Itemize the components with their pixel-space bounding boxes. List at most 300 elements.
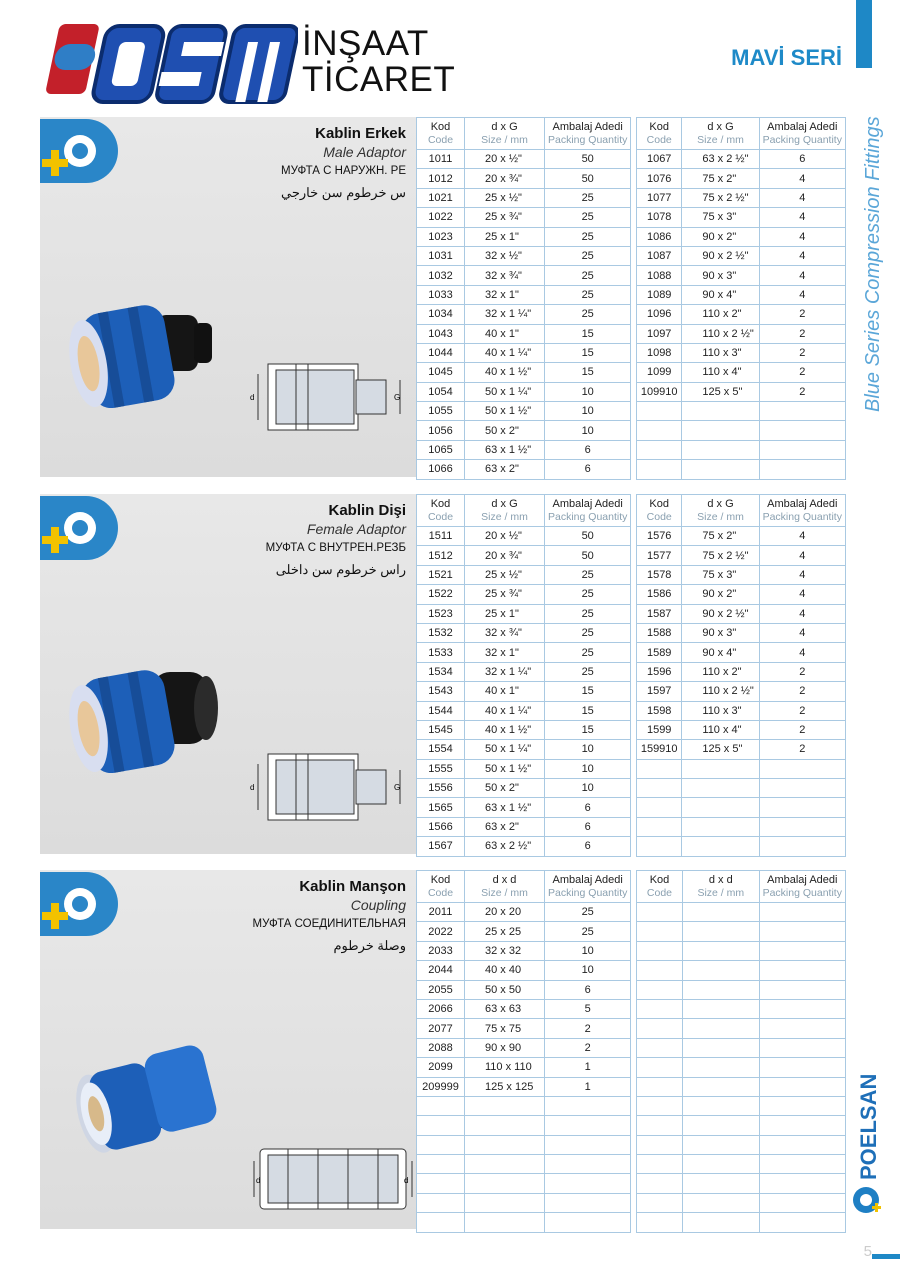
spec-table-left [416, 117, 631, 480]
cell-size: 90 x 2" [682, 227, 759, 246]
table-row [417, 980, 631, 999]
cell-size: 110 x 2 ½" [682, 682, 759, 701]
table-row [417, 623, 631, 642]
cell-code [417, 1135, 465, 1154]
cell-size [682, 1058, 759, 1077]
table-row [637, 798, 846, 817]
cell-size [682, 1155, 759, 1174]
cell-size [465, 1193, 545, 1212]
cell-code: 1597 [637, 682, 682, 701]
cell-packing: 4 [759, 188, 845, 207]
cell-code: 2044 [417, 961, 465, 980]
table-row [417, 188, 631, 207]
table-row [417, 1135, 631, 1154]
technical-drawing [248, 742, 418, 832]
cell-code: 1554 [417, 740, 465, 759]
cell-code: 1034 [417, 305, 465, 324]
cell-size: 110 x 2" [682, 662, 759, 681]
table-row [417, 1213, 631, 1232]
technical-drawing [248, 352, 418, 442]
cell-packing: 25 [545, 662, 631, 681]
p-badge-icon [40, 496, 118, 574]
cell-code [637, 1019, 683, 1038]
cell-code [637, 1155, 683, 1174]
table-row [637, 643, 846, 662]
cell-size: 40 x 40 [465, 961, 545, 980]
cell-code [637, 922, 683, 941]
cell-code: 1512 [417, 546, 465, 565]
cell-packing: 4 [759, 643, 845, 662]
col-header-code: Kod Code [417, 495, 465, 527]
table-row [637, 1096, 846, 1115]
cell-packing: 2 [759, 382, 845, 401]
cell-packing: 2 [545, 1019, 631, 1038]
cell-code: 2022 [417, 922, 465, 941]
cell-size: 110 x 3" [682, 701, 759, 720]
cell-size: 63 x 2 ½" [465, 837, 545, 856]
cell-size: 75 x 3" [682, 208, 759, 227]
cell-size [682, 903, 759, 922]
cell-size: 25 x 1" [465, 604, 545, 623]
cell-size [465, 1155, 545, 1174]
col-header-packing: Ambalaj Adedi Packing Quantity [545, 495, 631, 527]
cell-packing [759, 1193, 845, 1212]
cell-size [682, 1135, 759, 1154]
spec-table-right [636, 870, 846, 1233]
cell-packing: 25 [545, 922, 631, 941]
product-panel [40, 117, 416, 477]
table-row [637, 903, 846, 922]
cell-packing: 25 [545, 285, 631, 304]
cell-code: 1521 [417, 565, 465, 584]
logo-text: OSM [158, 74, 162, 75]
cell-size: 25 x 25 [465, 922, 545, 941]
cell-code [637, 980, 683, 999]
cell-packing [759, 941, 845, 960]
cell-packing: 2 [759, 682, 845, 701]
table-row [637, 1213, 846, 1232]
cell-packing: 10 [545, 779, 631, 798]
series-title: MAVİ SERİ [731, 45, 842, 70]
cell-packing: 4 [759, 546, 845, 565]
cell-code: 1532 [417, 623, 465, 642]
cell-size [682, 922, 759, 941]
cell-packing [545, 1174, 631, 1193]
cell-code: 1099 [637, 363, 682, 382]
cell-packing [545, 1155, 631, 1174]
cell-code: 1566 [417, 817, 465, 836]
table-row [417, 402, 631, 421]
table-row [417, 169, 631, 188]
cell-size: 63 x 2" [465, 817, 545, 836]
cell-size: 63 x 63 [465, 999, 545, 1018]
cell-size: 40 x 1" [465, 324, 545, 343]
table-row [637, 720, 846, 739]
table-row [637, 1116, 846, 1135]
cell-packing [759, 1019, 845, 1038]
cell-code: 1065 [417, 440, 465, 459]
cell-packing: 2 [759, 324, 845, 343]
product-name-tr: Kablin Erkek [315, 125, 406, 142]
cell-size: 32 x 1 ¼" [465, 662, 545, 681]
cell-packing: 50 [545, 150, 631, 169]
cell-code [417, 1174, 465, 1193]
cell-code [637, 1058, 683, 1077]
cell-packing [759, 961, 845, 980]
table-row [417, 546, 631, 565]
table-row [637, 402, 846, 421]
cell-code [637, 440, 682, 459]
table-row [637, 460, 846, 479]
cell-packing: 4 [759, 285, 845, 304]
table-row [637, 266, 846, 285]
col-header-packing: Ambalaj Adedi Packing Quantity [759, 495, 845, 527]
col-header-code: Kod Code [417, 871, 465, 903]
svg-text:d: d [250, 783, 255, 792]
table-row [637, 779, 846, 798]
table-row [417, 285, 631, 304]
cell-size: 90 x 2" [682, 585, 759, 604]
cell-code [417, 1193, 465, 1212]
cell-size [465, 1174, 545, 1193]
brand-name [302, 26, 455, 98]
cell-size: 110 x 3" [682, 343, 759, 362]
product-name-ar: راس خرطوم سن داخلى [275, 562, 406, 577]
product-panel [40, 870, 416, 1229]
cell-size: 50 x 1 ½" [465, 402, 545, 421]
table-row [417, 740, 631, 759]
table-row [637, 246, 846, 265]
cell-code [637, 779, 682, 798]
svg-text:d: d [256, 1176, 261, 1185]
cell-size [465, 1213, 545, 1232]
table-header-row [637, 871, 846, 903]
cell-size: 125 x 5" [682, 740, 759, 759]
svg-text:G: G [394, 393, 401, 402]
table-row [417, 837, 631, 856]
cell-packing [759, 421, 845, 440]
table-row [417, 460, 631, 479]
cell-code: 1022 [417, 208, 465, 227]
cell-size: 90 x 90 [465, 1038, 545, 1057]
table-row [417, 701, 631, 720]
cell-code [637, 1174, 683, 1193]
cell-size: 32 x ¾" [465, 623, 545, 642]
table-row [637, 922, 846, 941]
cell-packing: 2 [759, 343, 845, 362]
cell-code: 1544 [417, 701, 465, 720]
table-header-row [417, 118, 631, 150]
cell-packing [759, 460, 845, 479]
table-row [637, 1038, 846, 1057]
table-row [637, 150, 846, 169]
svg-text:G: G [394, 783, 401, 792]
cell-code [637, 1193, 683, 1212]
cell-size [682, 1038, 759, 1057]
table-row [417, 227, 631, 246]
cell-size: 110 x 4" [682, 720, 759, 739]
table-row [637, 585, 846, 604]
cell-packing: 6 [545, 817, 631, 836]
cell-size: 40 x 1 ¼" [465, 343, 545, 362]
table-row [637, 421, 846, 440]
table-row [637, 740, 846, 759]
cell-packing [759, 798, 845, 817]
cell-size: 90 x 3" [682, 623, 759, 642]
cell-size: 25 x ¾" [465, 585, 545, 604]
cell-size: 20 x ¾" [465, 546, 545, 565]
cell-packing [545, 1193, 631, 1212]
cell-packing [759, 1058, 845, 1077]
col-header-code: Kod Code [417, 118, 465, 150]
cell-size [682, 1019, 759, 1038]
cell-size: 25 x ½" [465, 188, 545, 207]
table-row [637, 440, 846, 459]
cell-code: 1589 [637, 643, 682, 662]
cell-size: 63 x 2" [465, 460, 545, 479]
table-row [417, 565, 631, 584]
cell-code [637, 837, 682, 856]
cell-packing: 10 [545, 382, 631, 401]
table-row [637, 1077, 846, 1096]
table-row [417, 1096, 631, 1115]
product-section-female [40, 494, 846, 854]
product-photo [56, 1020, 246, 1170]
table-row [417, 961, 631, 980]
cell-packing [545, 1213, 631, 1232]
cell-size: 63 x 1 ½" [465, 440, 545, 459]
cell-packing: 2 [759, 740, 845, 759]
cell-code: 1098 [637, 343, 682, 362]
cell-code: 1587 [637, 604, 682, 623]
cell-size [682, 1213, 759, 1232]
table-row [417, 604, 631, 623]
cell-size: 63 x 2 ½" [682, 150, 759, 169]
cell-packing: 4 [759, 623, 845, 642]
table-row [417, 759, 631, 778]
table-row [417, 305, 631, 324]
cell-code: 1596 [637, 662, 682, 681]
cell-packing [759, 980, 845, 999]
cell-size: 50 x 2" [465, 421, 545, 440]
table-row [417, 343, 631, 362]
cell-size: 40 x 1" [465, 682, 545, 701]
cell-size: 90 x 3" [682, 266, 759, 285]
cell-packing: 1 [545, 1077, 631, 1096]
cell-size [682, 941, 759, 960]
table-row [417, 1058, 631, 1077]
table-row [637, 285, 846, 304]
table-row [637, 701, 846, 720]
cell-code: 1523 [417, 604, 465, 623]
cell-size [682, 980, 759, 999]
cell-packing: 6 [545, 440, 631, 459]
table-row [637, 980, 846, 999]
svg-text:d: d [250, 393, 255, 402]
table-row [417, 1155, 631, 1174]
cell-packing [759, 922, 845, 941]
table-row [637, 546, 846, 565]
brand-line-2: TİCARET [302, 60, 456, 99]
cell-packing: 6 [545, 798, 631, 817]
product-name-ru: МУФТА С ВНУТРЕН.РЕЗБ [265, 542, 406, 554]
table-row [637, 1019, 846, 1038]
cell-size: 20 x ½" [465, 527, 545, 546]
table-row [417, 585, 631, 604]
table-row [417, 1193, 631, 1212]
cell-code [637, 1213, 683, 1232]
cell-code [637, 402, 682, 421]
cell-size: 125 x 125 [465, 1077, 545, 1096]
table-row [637, 363, 846, 382]
cell-packing: 10 [545, 421, 631, 440]
table-row [637, 382, 846, 401]
table-row [637, 227, 846, 246]
table-row [417, 662, 631, 681]
cell-packing [759, 903, 845, 922]
cell-packing: 25 [545, 623, 631, 642]
cell-size [682, 798, 759, 817]
table-row [417, 324, 631, 343]
cell-size: 90 x 2 ½" [682, 246, 759, 265]
cell-size: 25 x ¾" [465, 208, 545, 227]
cell-packing: 25 [545, 903, 631, 922]
table-header-row [417, 871, 631, 903]
cell-code: 1033 [417, 285, 465, 304]
cell-code [417, 1213, 465, 1232]
table-row [417, 1174, 631, 1193]
table-row [417, 903, 631, 922]
cell-code: 2055 [417, 980, 465, 999]
cell-code: 1534 [417, 662, 465, 681]
cell-packing: 15 [545, 324, 631, 343]
cell-code [637, 759, 682, 778]
table-row [637, 1135, 846, 1154]
cell-packing: 2 [759, 305, 845, 324]
cell-packing: 25 [545, 227, 631, 246]
cell-code: 209999 [417, 1077, 465, 1096]
cell-size: 32 x ½" [465, 246, 545, 265]
table-row [417, 643, 631, 662]
cell-code: 1043 [417, 324, 465, 343]
table-row [417, 246, 631, 265]
table-header-row [637, 495, 846, 527]
cell-packing: 4 [759, 585, 845, 604]
cell-packing: 25 [545, 305, 631, 324]
cell-size: 110 x 2 ½" [682, 324, 759, 343]
cell-size: 40 x 1 ½" [465, 363, 545, 382]
cell-code: 1067 [637, 150, 682, 169]
cell-code: 1078 [637, 208, 682, 227]
table-row [637, 837, 846, 856]
table-header-row [417, 495, 631, 527]
cell-size: 110 x 4" [682, 363, 759, 382]
cell-packing: 1 [545, 1058, 631, 1077]
table-row [417, 941, 631, 960]
cell-code: 109910 [637, 382, 682, 401]
cell-code [637, 421, 682, 440]
table-row [637, 324, 846, 343]
col-header-size: d x G Size / mm [682, 118, 759, 150]
cell-code [637, 1096, 683, 1115]
cell-code [637, 961, 683, 980]
cell-code [417, 1116, 465, 1135]
cell-packing: 4 [759, 266, 845, 285]
product-name-en: Female Adaptor [306, 521, 406, 537]
cell-size: 50 x 1 ¼" [465, 382, 545, 401]
spec-table-right [636, 494, 846, 857]
cell-code [637, 903, 683, 922]
cell-packing: 15 [545, 363, 631, 382]
cell-code: 1533 [417, 643, 465, 662]
cell-packing [759, 817, 845, 836]
cell-code: 1044 [417, 343, 465, 362]
table-row [637, 604, 846, 623]
spec-table-left [416, 494, 631, 857]
product-photo [56, 642, 246, 792]
osm-logo [40, 14, 298, 106]
cell-size: 75 x 2 ½" [682, 546, 759, 565]
table-row [637, 1155, 846, 1174]
cell-code: 1576 [637, 527, 682, 546]
cell-code [637, 1135, 683, 1154]
cell-size: 110 x 2" [682, 305, 759, 324]
cell-packing: 25 [545, 188, 631, 207]
cell-packing: 6 [545, 980, 631, 999]
cell-packing [545, 1135, 631, 1154]
p-badge-icon [40, 872, 118, 950]
cell-code: 1089 [637, 285, 682, 304]
cell-size [465, 1096, 545, 1115]
cell-code [637, 798, 682, 817]
product-name-ar: وصلة خرطوم [333, 938, 406, 953]
cell-code: 1086 [637, 227, 682, 246]
cell-size: 20 x ¾" [465, 169, 545, 188]
cell-packing: 4 [759, 169, 845, 188]
cell-packing: 25 [545, 604, 631, 623]
table-row [417, 779, 631, 798]
col-header-size: d x d Size / mm [682, 871, 759, 903]
cell-packing: 15 [545, 343, 631, 362]
col-header-code: Kod Code [637, 495, 682, 527]
cell-code: 1567 [417, 837, 465, 856]
cell-packing [759, 1213, 845, 1232]
brand-line-1: İNŞAAT [302, 24, 429, 63]
product-name-tr: Kablin Dişi [328, 502, 406, 519]
table-row [637, 305, 846, 324]
page-accent-bar [872, 1254, 900, 1259]
cell-size: 63 x 1 ½" [465, 798, 545, 817]
cell-code [637, 460, 682, 479]
cell-size: 90 x 4" [682, 643, 759, 662]
cell-packing: 4 [759, 208, 845, 227]
cell-size [682, 817, 759, 836]
col-header-packing: Ambalaj Adedi Packing Quantity [545, 118, 631, 150]
cell-code: 1555 [417, 759, 465, 778]
cell-size: 75 x 3" [682, 565, 759, 584]
product-name-ru: МУФТА С НАРУЖН. РЕ [281, 165, 406, 177]
cell-code: 1577 [637, 546, 682, 565]
cell-code: 1021 [417, 188, 465, 207]
cell-packing: 10 [545, 961, 631, 980]
cell-size [465, 1135, 545, 1154]
col-header-packing: Ambalaj Adedi Packing Quantity [759, 118, 845, 150]
cell-code [637, 1038, 683, 1057]
page-number: 5 [863, 1243, 872, 1260]
p-badge-icon [40, 119, 118, 197]
table-row [637, 1058, 846, 1077]
table-row [417, 798, 631, 817]
